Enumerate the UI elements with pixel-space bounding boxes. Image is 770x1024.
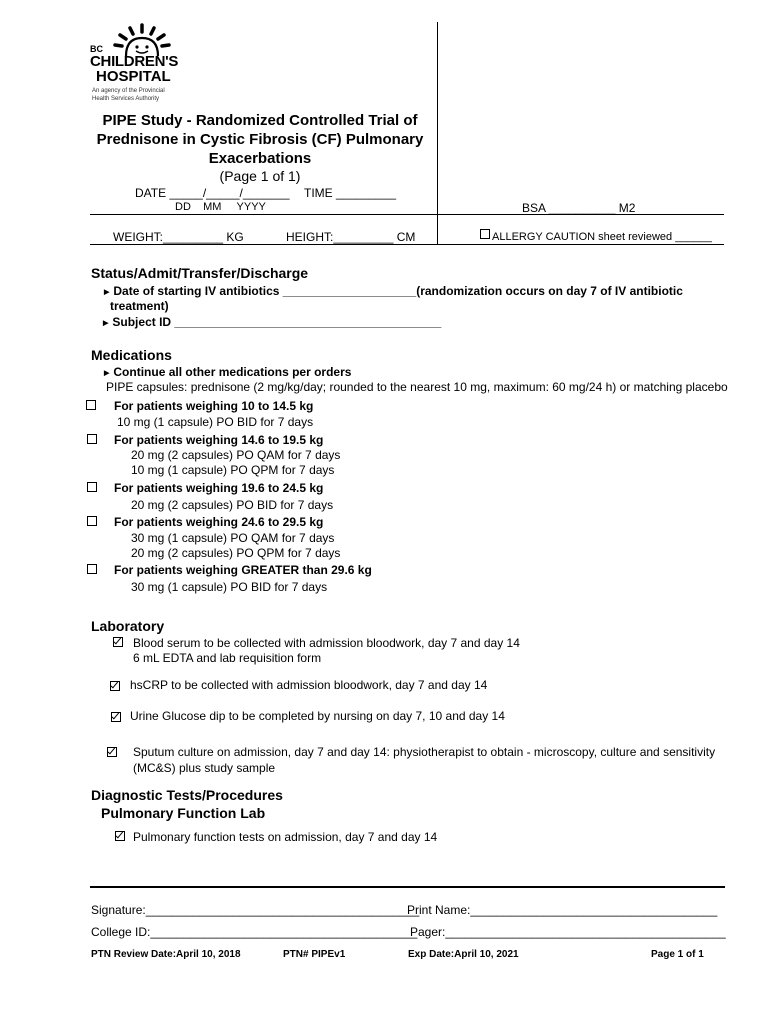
footer-ptn: PTN# PIPEv1: [283, 949, 346, 960]
diagnostics-heading: Diagnostic Tests/Procedures: [91, 787, 283, 803]
sun-logo-icon: [110, 22, 174, 56]
logo-bc: BC: [90, 44, 103, 54]
dose-group-1-title: For patients weighing 10 to 14.5 kg: [114, 399, 314, 413]
bullet-arrow-icon: ▶: [103, 320, 109, 327]
signature-rule: [90, 886, 725, 888]
medications-heading: Medications: [91, 347, 172, 363]
date-field[interactable]: DATE _____/_____/_______: [135, 186, 290, 200]
hospital-logo: [90, 22, 210, 110]
print-name-field[interactable]: Print Name:_____________________________________: [407, 903, 718, 917]
logo-hospital: HOSPITAL: [96, 68, 171, 85]
bsa-field[interactable]: BSA __________ M2: [522, 201, 636, 215]
status-heading: Status/Admit/Transfer/Discharge: [91, 265, 309, 281]
dose-group-4-title: For patients weighing 24.6 to 29.5 kg: [114, 515, 324, 529]
lab-checkbox-2[interactable]: [110, 681, 120, 691]
college-id-field[interactable]: College ID:________________________________________: [91, 925, 418, 939]
pipe-capsules-text: PIPE capsules: prednisone (2 mg/kg/day; rounded to the nearest 10 mg, maximum: 60 mg/24 h) or matching placebo: [106, 380, 728, 394]
lab-item-3: Urine Glucose dip to be completed by nursing on day 7, 10 and day 14: [130, 709, 505, 723]
time-field[interactable]: TIME _________: [304, 186, 397, 200]
dose-checkbox-2[interactable]: [87, 434, 97, 444]
dose-group-3-line-1: 20 mg (2 capsules) PO BID for 7 days: [131, 498, 334, 512]
logo-tagline-2: Health Services Authority: [92, 96, 160, 102]
dose-group-4-line-1: 30 mg (1 capsule) PO QAM for 7 days: [131, 531, 335, 545]
status-item-2: [103, 315, 441, 331]
lab-checkbox-4[interactable]: [107, 747, 117, 757]
status-item-1-text: Date of starting IV antibiotics ____________________(randomization occurs on day 7 of IV antibiotic: [113, 284, 683, 298]
dose-group-1-line-1: 10 mg (1 capsule) PO BID for 7 days: [117, 415, 314, 429]
medications-continue-text: Continue all other medications per orders: [113, 365, 352, 379]
dose-group-2-line-2: 10 mg (1 capsule) PO QPM for 7 days: [131, 463, 335, 477]
lab-item-1-cont: 6 mL EDTA and lab requisition form: [133, 651, 322, 665]
bullet-arrow-icon: ▶: [104, 289, 110, 296]
dose-group-3-title: For patients weighing 19.6 to 24.5 kg: [114, 481, 324, 495]
lab-checkbox-3[interactable]: [111, 712, 121, 722]
diagnostic-checkbox-1[interactable]: [115, 831, 125, 841]
header-vertical-divider: [437, 22, 438, 244]
dose-checkbox-3[interactable]: [87, 482, 97, 492]
signature-field[interactable]: Signature:_________________________________________: [91, 903, 420, 917]
lab-item-2: hsCRP to be collected with admission bloodwork, day 7 and day 14: [130, 678, 488, 692]
title-line-3: Exacerbations: [208, 150, 312, 167]
medications-continue: [104, 365, 351, 381]
subject-id-field[interactable]: Subject ID ________________________________________: [112, 315, 442, 329]
weight-field[interactable]: WEIGHT:_________ KG: [113, 230, 244, 244]
height-field[interactable]: HEIGHT:_________ CM: [286, 230, 416, 244]
dose-checkbox-4[interactable]: [87, 516, 97, 526]
lab-item-1: Blood serum to be collected with admission bloodwork, day 7 and day 14: [133, 636, 520, 650]
dose-group-4-line-2: 20 mg (2 capsules) PO QPM for 7 days: [131, 546, 341, 560]
page-indicator: (Page 1 of 1): [219, 168, 301, 184]
footer-review-date: PTN Review Date:April 10, 2018: [91, 949, 241, 960]
footer-exp-date: Exp Date:April 10, 2021: [408, 949, 519, 960]
logo-tagline-1: An agency of the Provincial: [92, 88, 165, 94]
pager-field[interactable]: Pager:__________________________________________: [410, 925, 726, 939]
dose-checkbox-1[interactable]: [86, 400, 96, 410]
allergy-label: ALLERGY CAUTION sheet reviewed ______: [492, 231, 712, 243]
dose-checkbox-5[interactable]: [87, 564, 97, 574]
allergy-checkbox[interactable]: [480, 229, 490, 239]
status-item-1: [104, 284, 683, 300]
logo-childrens: CHILDREN'S: [90, 53, 179, 70]
lab-item-4: Sputum culture on admission, day 7 and day 14: physiotherapist to obtain - microscopy, culture and sensitivity: [133, 745, 716, 759]
laboratory-heading: Laboratory: [91, 618, 165, 634]
date-format-hint: DD MM YYYY: [175, 201, 266, 213]
lab-item-4-cont: (MC&S) plus study sample: [133, 761, 276, 775]
form-title: [80, 111, 440, 168]
title-line-2: Prednisone in Cystic Fibrosis (CF) Pulmonary: [96, 131, 424, 148]
title-line-1: PIPE Study - Randomized Controlled Trial of: [102, 112, 418, 129]
dose-group-5-title: For patients weighing GREATER than 29.6 kg: [114, 563, 372, 577]
pulmonary-lab-heading: Pulmonary Function Lab: [101, 805, 266, 821]
dose-group-5-line-1: 30 mg (1 capsule) PO BID for 7 days: [131, 580, 328, 594]
header-rule-2: [90, 244, 724, 245]
dose-group-2-line-1: 20 mg (2 capsules) PO QAM for 7 days: [131, 448, 341, 462]
lab-checkbox-1[interactable]: [113, 637, 123, 647]
footer-page: Page 1 of 1: [651, 949, 704, 960]
bullet-arrow-icon: ▶: [104, 370, 110, 377]
diagnostic-item-1: Pulmonary function tests on admission, day 7 and day 14: [133, 830, 438, 844]
status-item-1-cont: treatment): [110, 299, 169, 313]
dose-group-2-title: For patients weighing 14.6 to 19.5 kg: [114, 433, 324, 447]
